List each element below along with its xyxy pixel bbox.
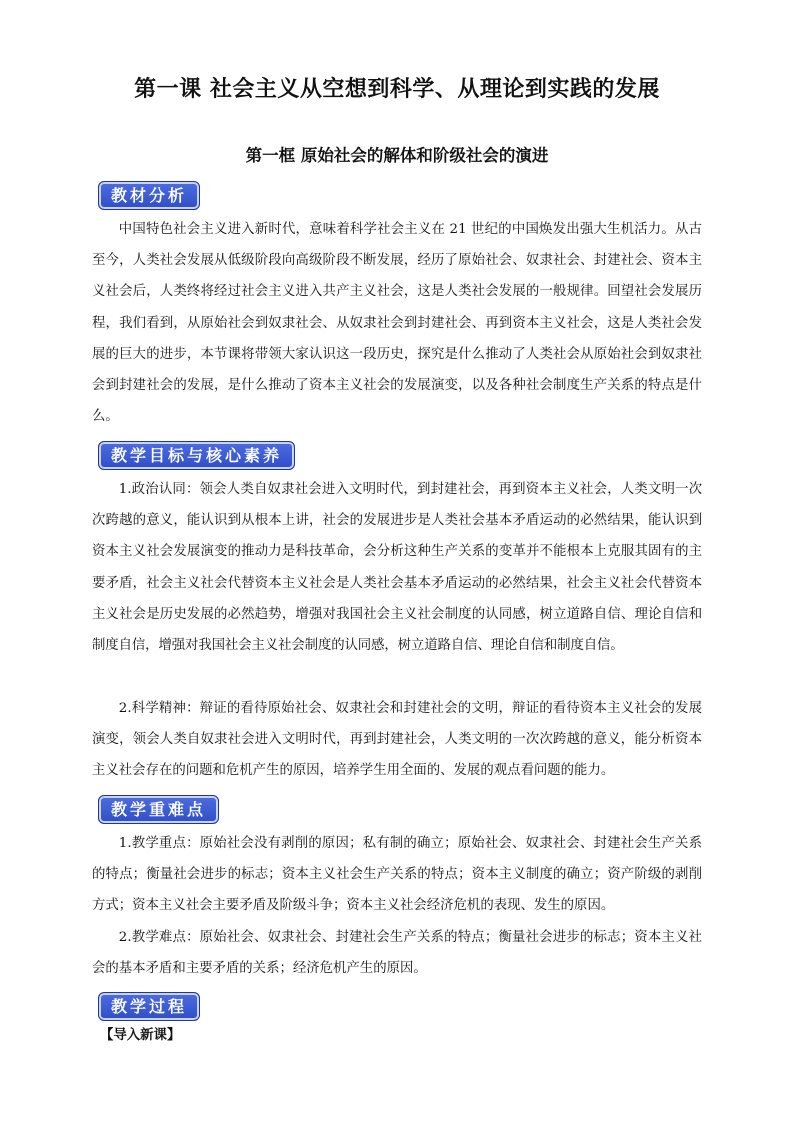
paragraph-key-points: 1.教学重点：原始社会没有剥削的原因；私有制的确立；原始社会、奴隶社会、封建社会生产关系的特点；衡量社会进步的标志；资本主义社会生产关系的特点；资本主义制度的确立；资产阶级的剥削方式；资本主义社会主要矛盾及阶级斗争；资本主义社会经济危机的表现、发生的原因。 — [92, 836, 702, 914]
badge-textbook-analysis: 教材分析 — [98, 181, 200, 210]
badge-teaching-goals: 教学目标与核心素养 — [98, 441, 295, 470]
heading-intro-new-lesson: 【导入新课】 — [100, 1027, 181, 1043]
paragraph-goal-political: 1.政治认同：领会人类自奴隶社会进入文明时代，到封建社会，再到资本主义社会，人类文明一次次跨越的意义，能认识到从根本上讲，社会的发展进步是人类社会基本矛盾运动的必然结果，能认识到资本主义社会发展演变的推动力是科技革命，会分析这种生产关系的变革并不能根本上克服其固有的主要矛盾，社会主义社会代替资本主义社会是人类社会基本矛盾运动的必然结果，社会主义社会代替资本主义社会是历史发展的必然趋势，增强对我国社会主义社会制度的认同感，树立道路自信、理论自信和制度自信，增强对我国社会主义社会制度的认同感，树立道路自信、理论自信和制度自信。 — [92, 482, 702, 654]
badge-teaching-process: 教学过程 — [98, 992, 200, 1021]
paragraph-difficult-points: 2.教学难点：原始社会、奴隶社会、封建社会生产关系的特点；衡量社会进步的标志；资本主义社会的基本矛盾和主要矛盾的关系；经济危机产生的原因。 — [92, 930, 702, 977]
section-subtitle: 第一框 原始社会的解体和阶级社会的演进 — [245, 146, 549, 165]
lesson-title: 第一课 社会主义从空想到科学、从理论到实践的发展 — [134, 77, 660, 102]
badge-key-difficulties: 教学重难点 — [98, 795, 219, 824]
paragraph-goal-science: 2.科学精神：辩证的看待原始社会、奴隶社会和封建社会的文明，辩证的看待资本主义社会的发展演变，领会人类自奴隶社会进入文明时代，再到封建社会，人类文明的一次次跨越的意义，能分析资本主义社会存在的问题和危机产生的原因，培养学生用全面的、发展的观点看问题的能力。 — [92, 701, 702, 779]
paragraph-textbook-analysis: 中国特色社会主义进入新时代，意味着科学社会主义在 21 世纪的中国焕发出强大生机活力。从古至今，人类社会发展从低级阶段向高级阶段不断发展，经历了原始社会、奴隶社会、封建社会、资本主义社会后，人类终将经过社会主义进入共产主义社会，这是人类社会发展的一般规律。回望社会发展历程，我们看到，从原始社会到奴隶社会、从奴隶社会到封建社会、再到资本主义社会，这是人类社会发展的巨大的进步，本节课将带领大家认识这一段历史，探究是什么推动了人类社会从原始社会到奴隶社会到封建社会的发展，是什么推动了资本主义社会的发展演变，以及各种社会制度生产关系的特点是什么。 — [92, 222, 702, 425]
